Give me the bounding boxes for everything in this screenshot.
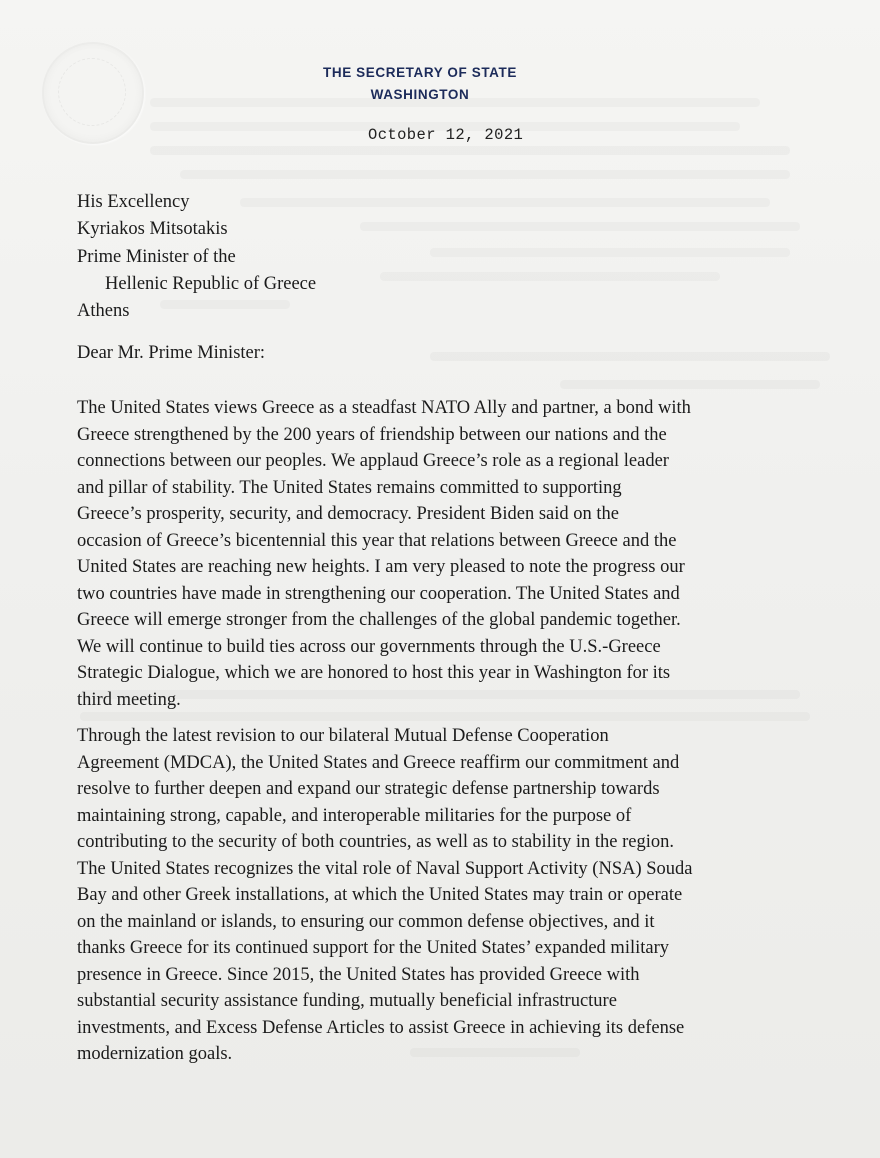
paragraph-line: The United States recognizes the vital role of Naval Support Activity (NSA) Souda bbox=[77, 858, 693, 879]
paragraph-line: substantial security assistance funding, mutually beneficial infrastructure bbox=[77, 991, 617, 1011]
paragraph-line: third meeting. bbox=[77, 689, 181, 710]
paragraph-line: on the mainland or islands, to ensuring our common defense objectives, and it bbox=[77, 911, 655, 932]
letterhead-city: WASHINGTON bbox=[370, 87, 470, 102]
paragraph-line: two countries have made in strengthening our cooperation. The United States and bbox=[77, 583, 680, 604]
paragraph-line: United States are reaching new heights. I am very pleased to note the progress our bbox=[77, 557, 685, 577]
recipient-country: Hellenic Republic of Greece bbox=[105, 273, 317, 294]
paragraph-line: resolve to further deepen and expand our strategic defense partnership towards bbox=[77, 779, 660, 799]
paragraph-line: maintaining strong, capable, and interoperable militaries for the purpose of bbox=[77, 805, 632, 826]
paragraph-2 bbox=[77, 723, 837, 1068]
paragraph-line: presence in Greece. Since 2015, the United States has provided Greece with bbox=[77, 964, 640, 985]
paragraph-line: The United States views Greece as a steadfast NATO Ally and partner, a bond with bbox=[77, 398, 691, 418]
paragraph-line: thanks Greece for its continued support for the United States’ expanded military bbox=[77, 938, 669, 958]
letter-date: October 12, 2021 bbox=[368, 126, 524, 144]
letterhead-title: THE SECRETARY OF STATE bbox=[323, 65, 517, 80]
recipient-title: Prime Minister of the bbox=[77, 246, 236, 267]
recipient-honorific: His Excellency bbox=[77, 192, 190, 212]
paragraph-1 bbox=[77, 395, 837, 713]
paragraph-line: Greece will emerge stronger from the challenges of the global pandemic together. bbox=[77, 610, 681, 630]
paragraph-line: Greece’s prosperity, security, and democracy. President Biden said on the bbox=[77, 504, 619, 524]
paragraph-line: investments, and Excess Defense Articles to assist Greece in achieving its defense bbox=[77, 1017, 685, 1038]
recipient-name: Kyriakos Mitsotakis bbox=[77, 219, 228, 240]
paragraph-line: and pillar of stability. The United States remains committed to supporting bbox=[77, 477, 622, 498]
recipient-address bbox=[77, 189, 316, 325]
recipient-city: Athens bbox=[77, 301, 130, 322]
paragraph-line: connections between our peoples. We applaud Greece’s role as a regional leader bbox=[77, 451, 669, 471]
paragraph-line: modernization goals. bbox=[77, 1044, 233, 1064]
salutation: Dear Mr. Prime Minister: bbox=[77, 343, 266, 363]
paragraph-line: Strategic Dialogue, which we are honored to host this year in Washington for its bbox=[77, 663, 671, 683]
paragraph-line: contributing to the security of both countries, as well as to stability in the region. bbox=[77, 832, 675, 852]
paragraph-line: We will continue to build ties across our governments through the U.S.-Greece bbox=[77, 636, 661, 657]
paragraph-line: occasion of Greece’s bicentennial this year that relations between Greece and the bbox=[77, 530, 677, 551]
paragraph-line: Bay and other Greek installations, at which the United States may train or operate bbox=[77, 885, 683, 905]
paragraph-line: Greece strengthened by the 200 years of friendship between our nations and the bbox=[77, 424, 667, 445]
paragraph-line: Through the latest revision to our bilateral Mutual Defense Cooperation bbox=[77, 726, 609, 746]
paragraph-line: Agreement (MDCA), the United States and Greece reaffirm our commitment and bbox=[77, 752, 680, 773]
